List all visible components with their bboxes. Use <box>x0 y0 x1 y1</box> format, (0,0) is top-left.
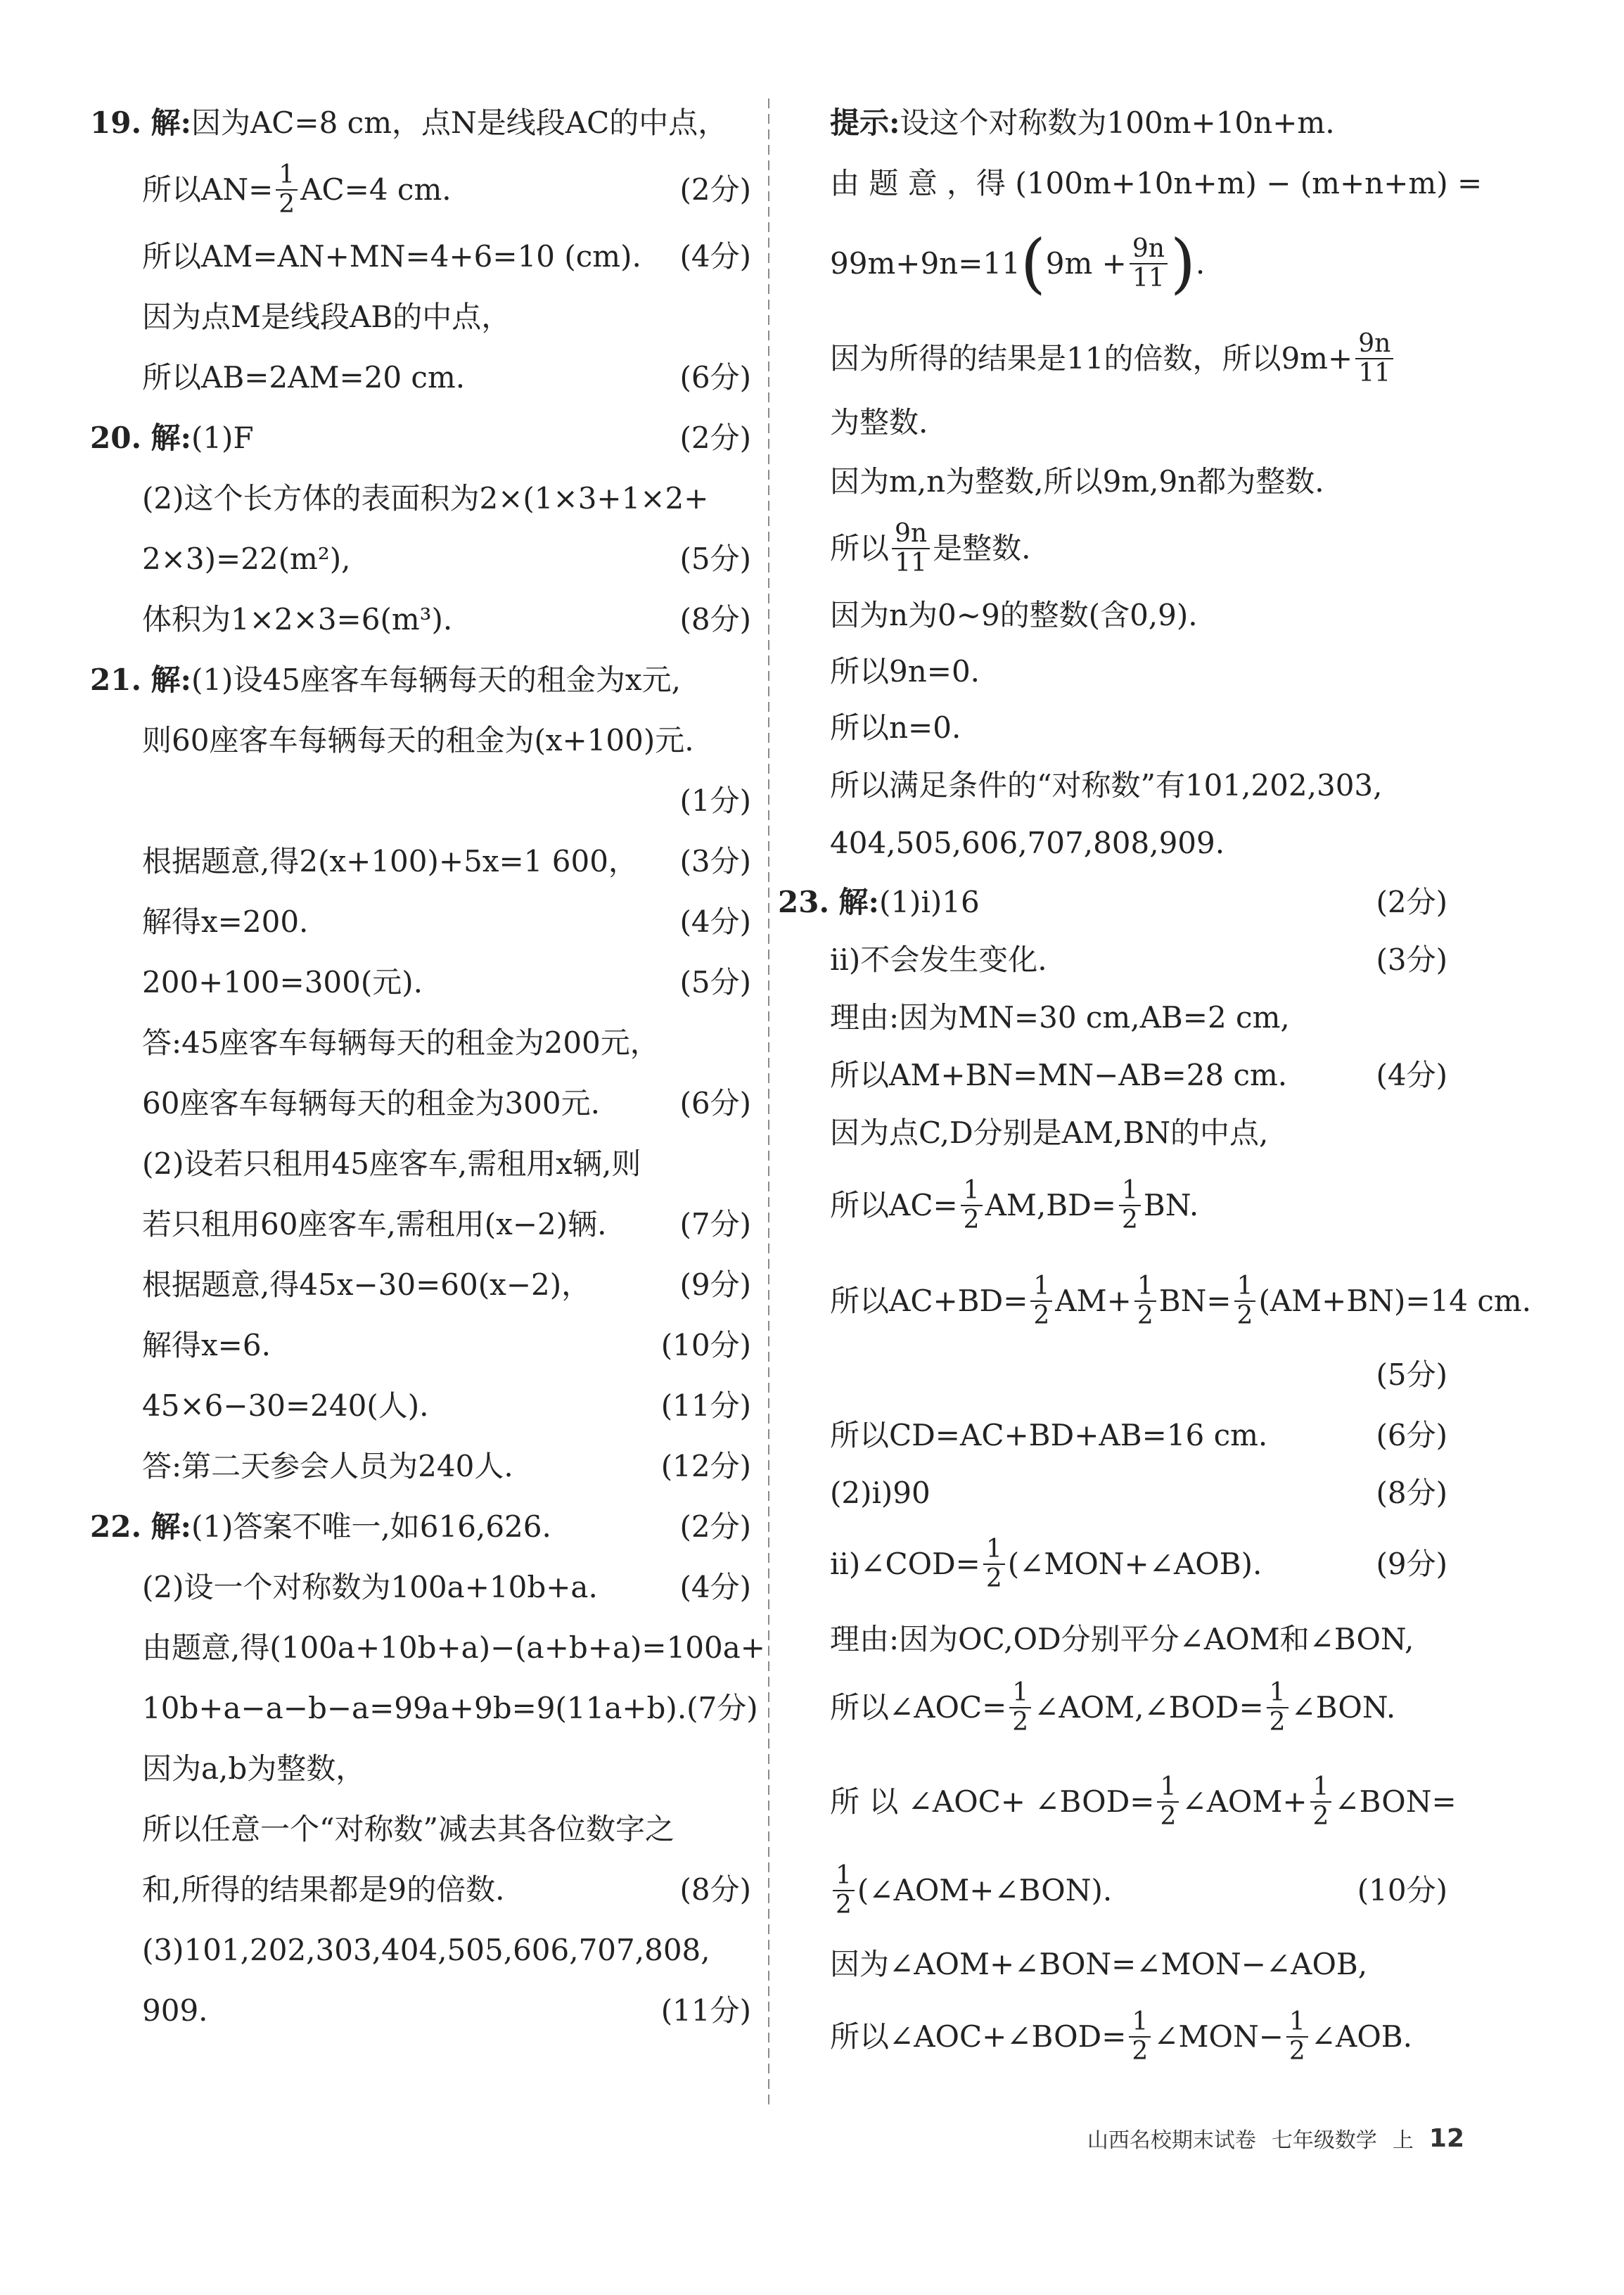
q20-line-4 <box>142 595 751 644</box>
line-text: (∠MON+∠AOB). <box>1007 1547 1262 1581</box>
q23-line-4 <box>830 1051 1447 1100</box>
hint-line-7 <box>830 513 1447 584</box>
line-text: (AM+BN)=14 cm. <box>1258 1284 1532 1318</box>
fraction-denominator: 11 <box>1132 264 1165 293</box>
q21-line-12 <box>142 1321 751 1370</box>
line-text: 体积为1×2×3=6(m³). <box>142 602 453 637</box>
line-text: (2)i)90 <box>830 1476 931 1510</box>
fraction-numerator: 1 <box>961 1177 983 1206</box>
fraction-numerator: 1 <box>1119 1177 1141 1206</box>
q22-line-1 <box>90 1502 751 1552</box>
line-text: 所以∠AOC= <box>830 1690 1007 1725</box>
hint-line-5 <box>830 398 1447 447</box>
line-text: 9m + <box>1045 246 1127 281</box>
fraction <box>892 520 930 577</box>
score-mark: (11分) <box>660 1993 751 2028</box>
line-text: (2)这个长方体的表面积为2×(1×3+1×2+ <box>142 481 709 516</box>
q22-line-9 <box>142 1986 751 2035</box>
q21-line-13 <box>142 1381 751 1431</box>
score-mark: (6分) <box>679 360 751 395</box>
fraction-denominator: 2 <box>1269 1708 1286 1737</box>
hint-line-10 <box>830 703 1447 753</box>
line-text: (2)设一个对称数为100a+10b+a. <box>142 1570 598 1604</box>
line-text: 所 以 ∠AOC+ ∠BOD= <box>830 1784 1155 1819</box>
fraction <box>1234 1272 1256 1330</box>
footer-volume: 上 <box>1392 2128 1414 2153</box>
score-mark: (4分) <box>679 239 751 274</box>
fraction <box>1030 1272 1052 1330</box>
line-text: ∠AOM+ <box>1182 1784 1307 1819</box>
line-text: 所以AN= <box>142 172 274 207</box>
fraction-denominator: 2 <box>279 190 295 219</box>
q23-line-3 <box>830 993 1447 1042</box>
line-text: 所以AM=AN+MN=4+6=10 (cm). <box>142 239 641 274</box>
fraction <box>1355 330 1393 388</box>
q19-line-3 <box>142 232 751 281</box>
line-text: 60座客车每辆每天的租金为300元. <box>142 1086 600 1120</box>
fraction <box>1286 2008 1308 2066</box>
line-text: ∠AOM,∠BOD= <box>1034 1690 1264 1725</box>
fraction-denominator: 2 <box>1236 1301 1253 1330</box>
q22-line-7 <box>142 1865 751 1914</box>
score-mark: (8分) <box>679 1872 751 1907</box>
line-text: 解得x=200. <box>142 904 309 939</box>
score-mark: (1分) <box>679 784 751 818</box>
score-mark: (6分) <box>1376 1418 1447 1452</box>
fraction-denominator: 2 <box>985 1564 1002 1593</box>
q20-line-1 <box>90 414 751 463</box>
q21-line-11 <box>142 1260 751 1310</box>
q23-line-13 <box>830 1673 1447 1743</box>
q23-label: 解: <box>838 885 879 919</box>
score-mark: (10分) <box>660 1328 751 1362</box>
fraction <box>1130 235 1168 293</box>
q23-line-7 <box>830 1266 1532 1336</box>
q23-line-8 <box>830 1350 1447 1400</box>
line-text: BN= <box>1158 1284 1232 1318</box>
score-mark: (10分) <box>1357 1873 1447 1907</box>
page-footer <box>1028 2118 1464 2158</box>
line-text: 和,所得的结果都是9的倍数. <box>142 1872 505 1907</box>
hint-line-1 <box>830 98 1447 148</box>
score-mark: (2分) <box>1376 885 1447 919</box>
fraction-denominator: 2 <box>1137 1301 1153 1330</box>
q20-number: 20. <box>90 421 142 455</box>
line-text: 理由:因为MN=30 cm,AB=2 cm, <box>830 1000 1290 1035</box>
fraction-denominator: 2 <box>1312 1802 1329 1831</box>
q23-line-16 <box>830 1940 1447 1989</box>
fraction <box>1009 1679 1031 1737</box>
q20-line-2 <box>142 474 751 523</box>
score-mark: (4分) <box>1376 1058 1447 1092</box>
fraction-denominator: 2 <box>963 1206 980 1234</box>
hint-line-11 <box>830 761 1447 810</box>
line-text: 所以 <box>830 531 890 565</box>
fraction-numerator: 9n <box>892 520 930 549</box>
fraction-numerator: 9n <box>1130 235 1168 264</box>
fraction-numerator: 1 <box>276 161 298 191</box>
q19-line-1 <box>90 98 751 148</box>
line-text: 理由:因为OC,OD分别平分∠AOM和∠BON, <box>830 1622 1414 1656</box>
line-text: ii)不会发生变化. <box>830 942 1047 977</box>
score-mark: (11分) <box>660 1388 751 1423</box>
q22-line-4 <box>142 1684 758 1733</box>
line-text: 答:第二天参会人员为240人. <box>142 1449 513 1483</box>
q21-line-4 <box>142 837 751 886</box>
fraction <box>1267 1679 1289 1737</box>
column-divider <box>768 98 769 2110</box>
line-text: (2)设若只租用45座客车,需租用x辆,则 <box>142 1146 641 1181</box>
q21-line-10 <box>142 1200 751 1249</box>
fraction-numerator: 1 <box>1009 1679 1031 1708</box>
right-paren: ) <box>1170 226 1196 301</box>
hint-line-8 <box>830 591 1447 640</box>
fraction-denominator: 2 <box>1132 2037 1149 2066</box>
line-text: 根据题意,得45x−30=60(x−2)， <box>142 1267 592 1302</box>
q23-line-17 <box>830 2002 1447 2072</box>
q23-line-10 <box>830 1469 1447 1518</box>
fraction <box>983 1535 1005 1593</box>
fraction <box>1129 2008 1151 2066</box>
fraction-numerator: 1 <box>1134 1272 1156 1302</box>
score-mark: (5分) <box>679 965 751 999</box>
page-number: 12 <box>1428 2123 1464 2153</box>
fraction-numerator: 9n <box>1355 330 1393 359</box>
fraction-numerator: 1 <box>1030 1272 1052 1302</box>
score-mark: (7分) <box>686 1691 758 1725</box>
score-mark: (3分) <box>1376 942 1447 977</box>
fraction <box>276 161 298 219</box>
q19-label: 解: <box>151 106 191 140</box>
score-mark: (2分) <box>679 421 751 455</box>
q23-line-12 <box>830 1615 1447 1664</box>
fraction-denominator: 2 <box>1012 1708 1029 1737</box>
q21-label: 解: <box>151 663 191 697</box>
q21-line-5 <box>142 897 751 947</box>
line-text: (3)101,202,303,404,505,606,707,808, <box>142 1933 710 1967</box>
line-text: (1)答案不唯一,如616,626. <box>191 1509 551 1544</box>
fraction <box>1157 1773 1179 1831</box>
score-mark: (5分) <box>1376 1357 1447 1392</box>
line-text: 所以满足条件的“对称数”有101,202,303, <box>830 768 1383 803</box>
q19-text: 因为AC=8 cm，点N是线段AC的中点， <box>191 106 728 140</box>
q21-line-6 <box>142 958 751 1007</box>
score-mark: (4分) <box>679 904 751 939</box>
hint-line-3 <box>830 225 1447 302</box>
score-mark: (7分) <box>679 1207 751 1241</box>
fraction-denominator: 11 <box>1358 359 1391 388</box>
line-text: ∠MON− <box>1153 2019 1284 2054</box>
line-text: 所以9n=0. <box>830 654 980 689</box>
fraction-numerator: 1 <box>983 1535 1005 1565</box>
fraction-numerator: 1 <box>1234 1272 1256 1302</box>
footer-title: 山西名校期末试卷 <box>1087 2128 1256 2153</box>
line-text: ∠BON= <box>1334 1784 1457 1819</box>
fraction-denominator: 11 <box>895 549 927 577</box>
fraction-numerator: 1 <box>1310 1773 1332 1803</box>
q23-line-2 <box>830 935 1447 985</box>
q19-line-2 <box>142 155 751 225</box>
line-text: 所以AC+BD= <box>830 1284 1028 1318</box>
line-text: (1)设45座客车每辆每天的租金为x元, <box>191 663 681 697</box>
line-text: 由题意,得(100a+10b+a)−(a+b+a)=100a+ <box>142 1630 765 1665</box>
score-mark: (4分) <box>679 1570 751 1604</box>
line-text: (∠AOM+∠BON). <box>857 1873 1113 1907</box>
line-text: (1)F <box>191 421 254 455</box>
line-text: (1)i)16 <box>878 885 980 919</box>
score-mark: (3分) <box>679 844 751 878</box>
q19-number: 19. <box>90 106 142 140</box>
q21-line-3 <box>142 776 751 826</box>
score-mark: (2分) <box>679 1509 751 1544</box>
line-text: AC=4 cm. <box>300 172 452 207</box>
line-text: . <box>1195 246 1206 281</box>
fraction <box>961 1177 983 1234</box>
q22-line-3 <box>142 1623 765 1673</box>
q22-line-2 <box>142 1563 751 1612</box>
line-text: 10b+a−a−b−a=99a+9b=9(11a+b). <box>142 1691 687 1725</box>
q20-label: 解: <box>151 421 191 455</box>
q23-line-9 <box>830 1411 1447 1460</box>
q21-line-9 <box>142 1139 751 1189</box>
q22-line-5 <box>142 1744 751 1794</box>
q21-line-8 <box>142 1079 751 1128</box>
fraction-denominator: 2 <box>1033 1301 1050 1330</box>
line-text: 所以AM+BN=MN−AB=28 cm. <box>830 1058 1288 1092</box>
q19-line-4 <box>142 293 751 342</box>
q23-line-1 <box>778 878 1447 927</box>
left-paren: ( <box>1020 226 1046 301</box>
score-mark: (6分) <box>679 1086 751 1120</box>
line-text: 45×6−30=240(人). <box>142 1388 429 1423</box>
line-text: 因为点M是线段AB的中点， <box>142 300 511 334</box>
fraction <box>1134 1272 1156 1330</box>
fraction-numerator: 1 <box>1157 1773 1179 1803</box>
fraction-denominator: 2 <box>1122 1206 1138 1234</box>
q23-number: 23. <box>778 885 830 919</box>
line-text: 所以n=0. <box>830 710 961 745</box>
score-mark: (8分) <box>679 602 751 637</box>
line-text: 2×3)=22(m²), <box>142 542 351 576</box>
line-text: 因为∠AOM+∠BON=∠MON−∠AOB, <box>830 1947 1368 1981</box>
hint-label: 提示: <box>830 106 900 140</box>
line-text: 所以CD=AC+BD+AB=16 cm. <box>830 1418 1268 1452</box>
hint-line-6 <box>830 457 1447 506</box>
hint-line-9 <box>830 647 1447 696</box>
score-mark: (9分) <box>1376 1547 1447 1581</box>
line-text: 所以任意一个“对称数”减去其各位数字之 <box>142 1812 674 1846</box>
line-text: 因为n为0~9的整数(含0,9). <box>830 598 1198 632</box>
hint-line-2 <box>830 159 1483 208</box>
q22-line-8 <box>142 1926 751 1975</box>
q21-number: 21. <box>90 663 142 697</box>
line-text: 答:45座客车每辆每天的租金为200元， <box>142 1025 660 1060</box>
fraction <box>833 1862 855 1919</box>
line-text: 所以∠AOC+∠BOD= <box>830 2019 1127 2054</box>
score-mark: (8分) <box>1376 1476 1447 1510</box>
q22-number: 22. <box>90 1509 142 1544</box>
q21-line-2 <box>142 716 751 765</box>
line-text: 所以AB=2AM=20 cm. <box>142 360 466 395</box>
fraction-numerator: 1 <box>1129 2008 1151 2038</box>
line-text: 909. <box>142 1993 208 2028</box>
line-text: 根据题意,得2(x+100)+5x=1 600， <box>142 844 638 878</box>
fraction-denominator: 2 <box>1160 1802 1177 1831</box>
line-text: 因为m,n为整数,所以9m,9n都为整数. <box>830 464 1324 499</box>
line-text: 由 题 意 ，得 (100m+10n+m) − (m+n+m) = <box>830 166 1483 200</box>
line-text: 99m+9n=11 <box>830 246 1021 281</box>
fraction <box>1119 1177 1141 1234</box>
line-text: AM+ <box>1055 1284 1132 1318</box>
q22-label: 解: <box>151 1509 191 1544</box>
score-mark: (12分) <box>660 1449 751 1483</box>
line-text: 设这个对称数为100m+10n+m. <box>900 106 1335 140</box>
line-text: 所以AC= <box>830 1188 958 1222</box>
q21-line-7 <box>142 1018 751 1068</box>
q23-line-6 <box>830 1170 1447 1241</box>
score-mark: (2分) <box>679 172 751 207</box>
line-text: ∠BON. <box>1291 1690 1396 1725</box>
line-text: 为整数. <box>830 405 928 440</box>
hint-line-12 <box>830 819 1447 868</box>
fraction <box>1310 1773 1332 1831</box>
fraction-numerator: 1 <box>1286 2008 1308 2038</box>
line-text: 因为点C,D分别是AM,BN的中点, <box>830 1115 1269 1150</box>
q23-line-5 <box>830 1108 1447 1158</box>
line-text: 404,505,606,707,808,909. <box>830 826 1225 860</box>
fraction-numerator: 1 <box>833 1862 855 1891</box>
q23-line-15 <box>830 1855 1447 1926</box>
footer-grade: 七年级数学 <box>1271 2128 1377 2153</box>
score-mark: (5分) <box>679 542 751 576</box>
fraction-denominator: 2 <box>1289 2037 1305 2066</box>
line-text: 是整数. <box>933 531 1031 565</box>
q21-line-1 <box>90 656 751 705</box>
line-text: BN. <box>1143 1188 1199 1222</box>
line-text: 因为a,b为整数， <box>142 1751 366 1786</box>
line-text: 解得x=6. <box>142 1328 271 1362</box>
line-text: AM,BD= <box>985 1188 1116 1222</box>
q21-line-14 <box>142 1442 751 1491</box>
score-mark: (9分) <box>679 1267 751 1302</box>
q23-line-11 <box>830 1529 1447 1599</box>
line-text: 因为所得的结果是11的倍数，所以9m+ <box>830 341 1353 376</box>
line-text: ii)∠COD= <box>830 1547 980 1581</box>
line-text: 则60座客车每辆每天的租金为(x+100)元. <box>142 723 694 757</box>
q19-line-5 <box>142 353 751 402</box>
fraction-denominator: 2 <box>836 1891 852 1919</box>
hint-line-4 <box>830 324 1447 394</box>
line-text: 若只租用60座客车,需租用(x−2)辆. <box>142 1207 607 1241</box>
fraction-numerator: 1 <box>1267 1679 1289 1708</box>
q20-line-3 <box>142 535 751 584</box>
line-text: ∠AOB. <box>1310 2019 1412 2054</box>
q22-line-6 <box>142 1805 751 1854</box>
line-text: 200+100=300(元). <box>142 965 423 999</box>
q23-line-14 <box>830 1767 1457 1837</box>
